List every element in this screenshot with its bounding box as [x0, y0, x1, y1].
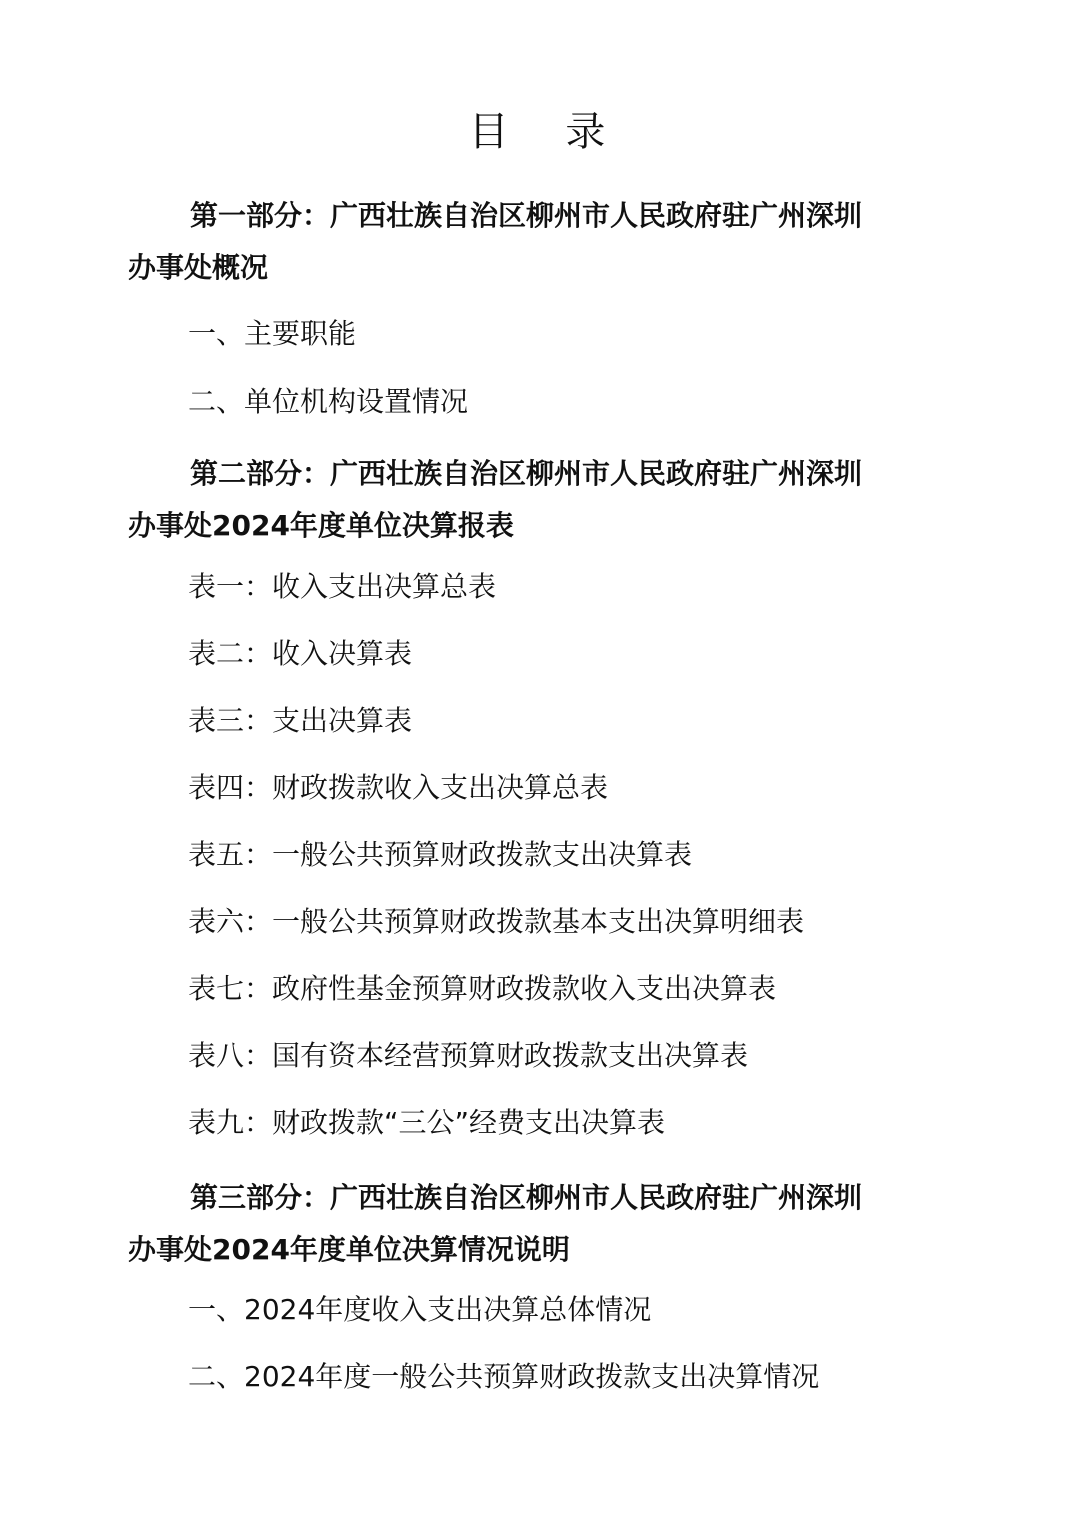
- toc-title: 目 录: [468, 109, 628, 155]
- part1-heading: 第一部分：广西壮族自治区柳州市人民政府驻广州深圳办事处概况: [128, 199, 863, 284]
- part2-item-2: 表二：收入决算表: [188, 637, 413, 670]
- part3-item-1: 一、2024年度收入支出决算总体情况: [188, 1293, 652, 1326]
- part3-heading: 第三部分：广西壮族自治区柳州市人民政府驻广州深圳办事处2024年度单位决算情况说明: [128, 1181, 863, 1266]
- part1-item-1: 一、主要职能: [188, 317, 357, 350]
- part2-item-7: 表七：政府性基金预算财政拨款收入支出决算表: [188, 972, 777, 1005]
- part2-item-8: 表八：国有资本经营预算财政拨款支出决算表: [188, 1039, 749, 1072]
- part2-item-4: 表四：财政拨款收入支出决算总表: [188, 771, 609, 804]
- part1-item-2: 二、单位机构设置情况: [188, 385, 469, 418]
- part2-item-3: 表三：支出决算表: [188, 704, 413, 737]
- part3-item-2: 二、2024年度一般公共预算财政拨款支出决算情况: [188, 1360, 820, 1393]
- part2-item-9: 表九：财政拨款“三公”经费支出决算表: [188, 1106, 666, 1139]
- part2-item-5: 表五：一般公共预算财政拨款支出决算表: [188, 838, 693, 871]
- part2-item-1: 表一：收入支出决算总表: [188, 570, 497, 603]
- part2-heading: 第二部分：广西壮族自治区柳州市人民政府驻广州深圳办事处2024年度单位决算报表: [128, 457, 863, 542]
- part2-item-6: 表六：一般公共预算财政拨款基本支出决算明细表: [188, 905, 805, 938]
